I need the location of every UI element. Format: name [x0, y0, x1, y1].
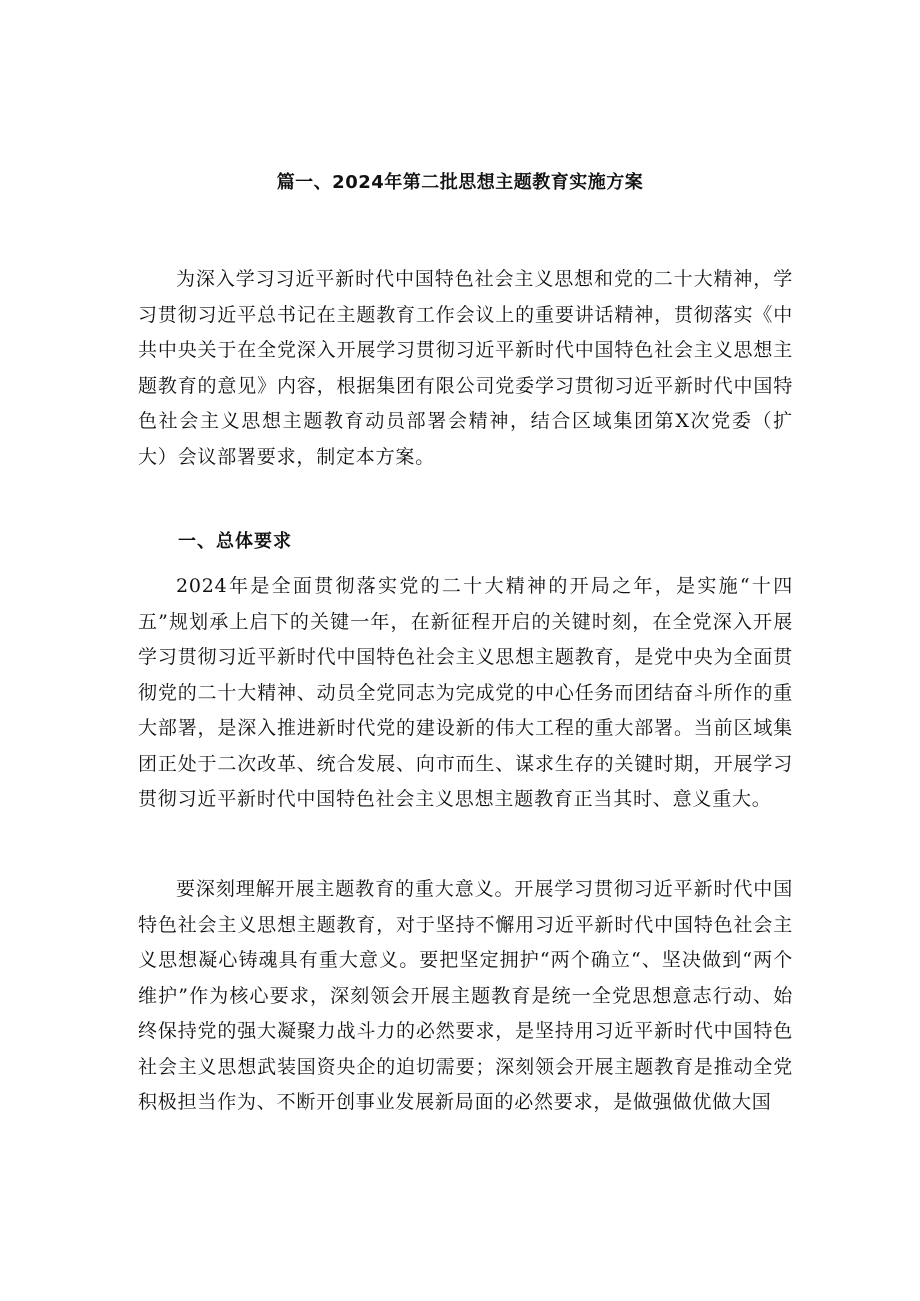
paragraph-general-requirements: 2024年是全面贯彻落实党的二十大精神的开局之年，是实施“十四五”规划承上启下的关键一年，在新征程开启的关键时刻，在全党深入开展学习贯彻习近平新时代中国特色社会主义思想主题教育，是党中央为全面贯彻党的二十大精神、动员全党同志为完成党的中心任务而团结奋斗所作的重大部署，是深入推进新时代党的建设新的伟大工程的重大部署。当前区域集团正处于二次改革、统合发展、向市而生、谋求生存的关键时期，开展学习贯彻习近平新时代中国特色社会主义思想主题教育正当其时、意义重大。 — [138, 575, 793, 810]
paragraph-block-2 — [138, 569, 793, 818]
paragraph-intro: 为深入学习习近平新时代中国特色社会主义思想和党的二十大精神，学习贯彻习近平总书记在主题教育工作会议上的重要讲话精神，贯彻落实《中共中央关于在全党深入开展学习贯彻习近平新时代中国特色社会主义思想主题教育的意见》内容，根据集团有限公司党委学习贯彻习近平新时代中国特色社会主义思想主题教育动员部署会精神，结合区域集团第X次党委（扩大）会议部署要求，制定本方案。 — [138, 268, 793, 468]
paragraph-significance: 要深刻理解开展主题教育的重大意义。开展学习贯彻习近平新时代中国特色社会主义思想主题教育，对于坚持不懈用习近平新时代中国特色社会主义思想凝心铸魂具有重大意义。要把坚定拥护“两个确立“、坚决做到“两个维护”作为核心要求，深刻领会开展主题教育是统一全党思想意志行动、始终保持党的强大凝聚力战斗力的必然要求，是坚持用习近平新时代中国特色社会主义思想武装国资央企的迫切需要；深刻领会开展主题教育是推动全党积极担当作为、不断开创事业发展新局面的必然要求，是做强做优做大国 — [138, 878, 793, 1113]
section-heading: 一、总体要求 — [178, 531, 292, 552]
document-title: 篇一、2024年第二批思想主题教育实施方案 — [276, 172, 644, 193]
intro-paragraph-block — [138, 262, 793, 475]
paragraph-block-3 — [138, 872, 793, 1121]
